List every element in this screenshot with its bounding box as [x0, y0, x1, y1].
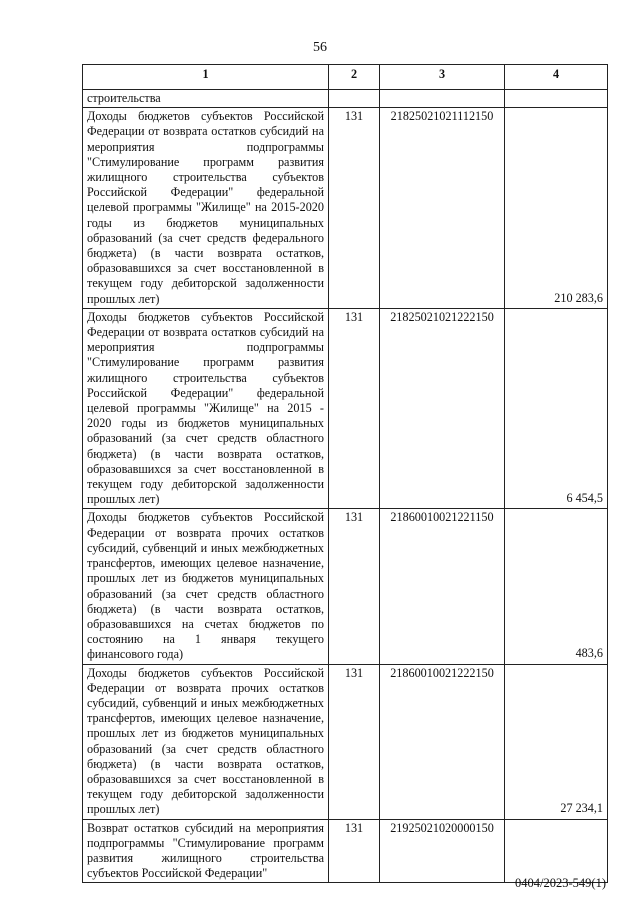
column-header-1: 1	[83, 65, 329, 90]
row-description: Доходы бюджетов субъектов Российской Федерации от возврата остатков субсидий на мероприятия подпрограммы "Стимулирование программ развития жилищного строительства субъектов Российской Федерации" федеральной целевой программы "Жилище" на 2015-2020 годы из бюджетов муниципальных образований (за счет средств федерального бюджета) (в части возврата остатков, образовавшихся за счет восстановленной в текущем году дебиторской задолженности прошлых лет)	[83, 108, 329, 309]
row-amount: 6 454,5	[505, 308, 608, 509]
row-description: Доходы бюджетов субъектов Российской Федерации от возврата прочих остатков субсидий, субвенций и иных межбюджетных трансфертов, имеющих целевое назначение, прошлых лет из бюджетов муниципальных образований (за счет средств областного бюджета) (в части возврата остатков, образовавшихся за счет восстановленной в текущем году дебиторской задолженности прошлых лет)	[83, 664, 329, 819]
table-header-row	[83, 65, 608, 90]
row-admin-code: 131	[329, 819, 380, 883]
row-budget-code: 21825021021222150	[380, 308, 505, 509]
row-amount: 27 234,1	[505, 664, 608, 819]
continuation-text: строительства	[83, 90, 329, 108]
page-number: 56	[313, 40, 327, 55]
row-budget-code: 21860010021221150	[380, 509, 505, 664]
row-admin-code: 131	[329, 108, 380, 309]
row-budget-code: 21925021020000150	[380, 819, 505, 883]
row-admin-code: 131	[329, 308, 380, 509]
empty-cell	[380, 90, 505, 108]
row-amount: 483,6	[505, 509, 608, 664]
column-header-2: 2	[329, 65, 380, 90]
table-row	[83, 308, 608, 509]
row-admin-code: 131	[329, 509, 380, 664]
table-row-continuation	[83, 90, 608, 108]
row-budget-code: 21825021021112150	[380, 108, 505, 309]
row-description: Доходы бюджетов субъектов Российской Федерации от возврата прочих остатков субсидий, субвенций и иных межбюджетных трансфертов, имеющих целевое назначение, прошлых лет из бюджетов муниципальных образований (за счет средств областного бюджета) (в части возврата остатков, образовавшихся на счетах бюджетов по состоянию на 1 января текущего финансового года)	[83, 509, 329, 664]
table-row	[83, 509, 608, 664]
row-description: Возврат остатков субсидий на мероприятия подпрограммы "Стимулирование программ развития жилищного строительства субъектов Российской Федерации"	[83, 819, 329, 883]
document-code: 0404/2023-549(1)	[515, 876, 606, 890]
column-header-4: 4	[505, 65, 608, 90]
row-budget-code: 21860010021222150	[380, 664, 505, 819]
row-description: Доходы бюджетов субъектов Российской Федерации от возврата остатков субсидий на мероприятия подпрограммы "Стимулирование программ развития жилищного строительства субъектов Российской Федерации" федеральной целевой программы "Жилище" на 2015 - 2020 годы из бюджетов муниципальных образований (за счет средств областного бюджета) (в части возврата остатков, образовавшихся за счет восстановленной в текущем году дебиторской задолженности прошлых лет)	[83, 308, 329, 509]
table-row	[83, 819, 608, 883]
table-row	[83, 108, 608, 309]
empty-cell	[505, 90, 608, 108]
column-header-3: 3	[380, 65, 505, 90]
row-amount	[505, 819, 608, 883]
row-amount: 210 283,6	[505, 108, 608, 309]
revenue-table	[82, 64, 608, 883]
table-row	[83, 664, 608, 819]
row-admin-code: 131	[329, 664, 380, 819]
empty-cell	[329, 90, 380, 108]
